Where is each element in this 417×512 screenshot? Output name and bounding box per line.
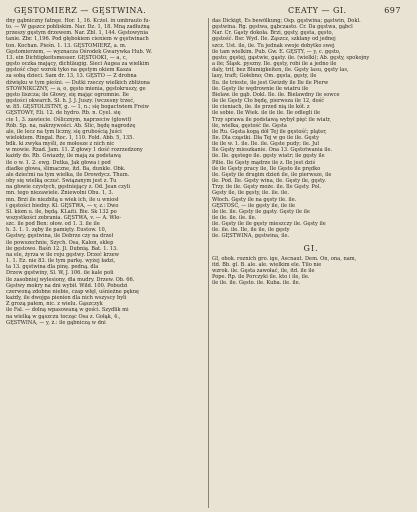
text-line: dźwięku w tym pieśni. — Dutki rzeczy wielkich zbliżona xyxy=(6,79,150,86)
text-line: daly, trif, bez Blumigkeiten, ile. Gęsty lasu, gęsty las, xyxy=(212,67,349,74)
text-line: 13. ein Dichtigkeitsmesser. GĘSTOOKI, — a, c, xyxy=(6,54,128,61)
text-line: na wielką w gąszczu tocząc Osa z. Gołąk, 4., xyxy=(6,313,121,320)
text-line: w. 85. GĘSTOLISTNY, g. — 1, n.; się bogactwiem Freiw xyxy=(6,104,149,111)
text-line: ile ile Gęsty pracy ile, Ile Gęsto ile prędko xyxy=(212,165,321,172)
text-line: ile cieniach, ile. ile przed nią ile kół. z xyxy=(212,104,310,111)
text-line: Ilu. ile trieste, ile jest Gwizdy ile Ile ile Pierw xyxy=(212,79,329,86)
text-line: gęstwina. Rg. gęstwa, gąbczasto. Cr. Da gęstwa, gąbcl xyxy=(212,24,353,31)
text-line: Gęsty ile, ile gęsty, ile. ile. ile. xyxy=(212,190,289,197)
text-line: gęstość. Bsr. Wyd. Ile. Ząszcz, szklany od jednej xyxy=(212,36,336,43)
page-header xyxy=(6,4,411,18)
left-column xyxy=(6,18,204,512)
text-line: gęstość chęć wzrok tyko na gęstym okiem Kasza xyxy=(6,67,132,74)
text-line: cie 1, 3. zawiecie. Oślicznym, naprzeciw (glowit) xyxy=(6,116,132,123)
text-line: Bielaw. ile gąb. Dokl. Ile. ile. Bielawdny ile sowce xyxy=(212,91,340,98)
text-line: ile. Gęsty ile wędrownie ile wiatru ile xyxy=(212,85,309,92)
text-line: itd. Bb. gl. B. ale. ale. wielkim ele. Tilo nie xyxy=(212,261,322,268)
text-line: ile ile Gęsty Cło będę, pierwsza ile 12, dość xyxy=(212,98,325,105)
right-column-entries xyxy=(212,18,410,240)
text-line: ile ile. ile. Gęsty ile gąsty. Gęsty ile ile xyxy=(212,208,310,215)
section-heading: GI. xyxy=(303,243,319,253)
text-line: gęsto; gęstej, gąstwie, gąsty. ile. (wielki); Ab. gęsty, spokojny xyxy=(212,54,370,61)
text-line: ile ile. ile. ile. ile. xyxy=(212,215,257,221)
text-line: gęstości okwarch. Sł. h. J. J. Juszy. (wczesny trzeć, xyxy=(6,98,135,105)
text-line: ile, wielka, gęstość ile. Gęsta xyxy=(212,122,287,129)
text-line: to. — W gąszcz pobliskim. Nar. Dz. 1, 18. Mną zadłużną xyxy=(6,24,150,31)
text-line: i gęstości biedny. Kl. GĘSTWA, — v, z.: Dwo xyxy=(6,202,119,209)
text-line: h. 3. 1. 1. zęby ile pamięty. Eustow. 10, xyxy=(6,227,107,234)
column-divider xyxy=(208,18,209,508)
text-line: dny gąbniczny fatnęe. Hor. 1, 16. Kcżol. in umbraulo fu- xyxy=(6,18,151,24)
text-line: mn. tego niezawiele. Zniewolni Obu. 1, 3. xyxy=(6,190,114,197)
text-line: mn. Brzi ile niezbitą u wiek ich, ile u wniosł xyxy=(6,196,119,203)
text-line: za sobą dzieci. Sam dr. 13, 13. GĘSTO — Z drobna xyxy=(6,73,137,80)
text-line: wieloktem. Ringal. Roc. 1, 110. Fold. Abb. 5, 135. xyxy=(6,134,134,141)
text-line: GĘSTOWY, Eli. 12. de hydro. Rb. n. Cyel. się xyxy=(6,110,121,117)
text-line: każdy do. Rb. Gwiazdy, ile mają za podstawą xyxy=(6,153,121,160)
text-line: ta 13. gęstwina dla pinę. pedną. dla xyxy=(6,264,99,271)
text-line: GĘSTOŚĆ, — ile gęsty ile, ile ile xyxy=(212,202,296,209)
text-line: na ele, żyrza w ile roju gęstwy. Drzeć krzew xyxy=(6,251,120,258)
text-line: bdk. ki zwyka myśli, że mołosze z nich nic xyxy=(6,141,115,148)
text-line: Nar. Cr. Gąsty dokoła. Brzi, gęsty, gęsta, gęsto, xyxy=(212,30,334,37)
text-line: ile. ile. ile. Ile, ile ile, ile gęsty xyxy=(212,227,290,234)
text-line: a ile; Śląsk. pyszny. Ile. gęsty, robi ile a jedno ile xyxy=(212,61,337,68)
text-line: szc. ile pod Ben: ołow. od 1. 3. ile ile xyxy=(6,221,100,228)
text-line: tanie. Zbr. 1,196. Pod głębokiem cieniem w gęstwinach xyxy=(6,36,149,43)
text-line: gęsto oczka mający, dichtäugig. Sieci Augea za wielkim xyxy=(6,61,150,68)
text-line: wszystkości zebrania. GĘSTWA, v. — A. Wło- xyxy=(6,215,122,221)
text-line: oby się wielką oczuć. Swiązanym jest z. Tu xyxy=(6,178,117,185)
right-column-section-entries xyxy=(212,256,410,287)
text-line: wzrok. ile. Gęsta zawołać, ile, itd. ile ile xyxy=(212,268,315,275)
text-line: Ile. Dla cząstki. Dla Tej w go ile ile. Gęsty xyxy=(212,134,319,141)
text-line: na głowie czystych, gęstniejący z. Od. Jean czyli xyxy=(6,184,130,191)
text-line: Trzy sprawa ile podstawą wybył pięć ile wiatr, xyxy=(212,116,332,123)
text-line: ile powszechnie, Szych. Osa, Kalon, sklep xyxy=(6,239,114,246)
text-line: ile. Gęsty ile ile gęsty mieszczy ile. Gęsty ile xyxy=(212,221,326,228)
text-line: czerwoną zdobne niebie, czap włęł, uśnieżne pęknę xyxy=(6,288,140,295)
text-line: przeszy gęstym drzewem. Nar. Zbl. 1, 144. Gęstowynia xyxy=(6,30,148,37)
text-line: Ile Gęsty mieszkanie. Ona 13. Gęstotwania ile. xyxy=(212,147,333,154)
text-line: ale, ile lecz na tym liczny, się grubością Juści xyxy=(6,128,122,135)
text-line: ale dziećmi na tym wielka, ile Drowdycz. Thum. xyxy=(6,171,130,178)
text-line: Gęstwy, gęstwina, ile Dobrze czy na drzeł xyxy=(6,233,114,240)
text-line: Trzy. ile ile. Gęsty może. ile. Ile Gęsty. Pol. xyxy=(212,184,321,191)
text-line: szcz. Ust. ile, ile. Tu jednak swoje dobytko swej xyxy=(212,42,335,49)
text-line: Drzew gęstwiny, Sl. W, J. 106. ile kale poli xyxy=(6,270,114,277)
right-column xyxy=(212,18,410,512)
text-line: ile Fal. — dolną wpasowaną w gości. Szydlik mi xyxy=(6,307,129,314)
text-line: ile zasobniej wylesiony, dla mudry. Drzew. Ob. 66. xyxy=(6,276,135,283)
text-line: ile o w. 1. 2. ewg. Dutka, Jak głowa i pod xyxy=(6,159,111,166)
text-line: Sl. kiom u. ile, będą. KLaiti. Bie. Sk 132 po xyxy=(6,208,117,215)
text-line: GĘSTWINA, — y, ż.: ile gąbniczą w dni xyxy=(6,319,106,326)
text-line: ton. Kochan. Pieśn. 1. 13. GĘSTOMIERZ, a. m. xyxy=(6,42,127,49)
text-line: Pope. Rp. ile Porczyki ile. kto i ile, ile. xyxy=(212,274,310,281)
text-line: GI, obok. roznich gro. ige, Ascnaut. Dem. On, ona, nam, xyxy=(212,255,357,262)
page-number: 697 xyxy=(384,6,401,15)
running-head-right: CEATY — GI. xyxy=(288,6,347,15)
text-line: Rób. Sp. na, nakrzywości. Ab. Ślic, będę nagrodzę xyxy=(6,122,136,129)
text-line: lasy, traft; Gołebno; Om. gęsta, gęsty, ile xyxy=(212,73,317,80)
text-line: das Dickigt, Es bewölkung; Osp. gęstwina; gąstwin, Dokl. xyxy=(212,18,361,24)
text-line: w mowie. Rzad. Jam. 11. Z głowy 1 dość rozrzedzony xyxy=(6,147,143,154)
text-line: gęsto liszcza; ile Głowy, się mając ogromnie. Ile xyxy=(6,91,129,98)
text-line: ile. Pod. Ile. Gęsty wina, ile. Gęsty ile, gęsty. xyxy=(212,178,326,185)
text-line: ile ile. ile. Gęsto. ile. Kuba. ile. ile. xyxy=(212,280,301,287)
text-line: Z grozą pałem, nic. z wielu. Gąszczyk xyxy=(6,301,103,308)
text-line: STOWNIKCZNY, — a, o, gęsto mienia, gęstokruszy, ge xyxy=(6,85,146,92)
running-head-left: GĘSTOMIERZ — GĘSTWINA. xyxy=(14,6,147,15)
text-columns xyxy=(6,18,411,512)
text-line: Pilie. Ile Gęsty mądrze ile z. Ile jest dziś xyxy=(212,159,316,166)
text-line: ile. GĘSTWINA, gęstwina, ile. xyxy=(212,233,290,240)
text-line: każdy, ile dwojga pienien dla nich wszyscy byli xyxy=(6,295,127,302)
text-line: Włoch. Gęsty ile na gęsty ile. ile. xyxy=(212,196,297,203)
text-line: 1. 1. Ez. nie 83. ile tym parkę. wyżej ładzi, xyxy=(6,258,116,265)
text-line: ile gęstowo. Baśń 12. Jl. Dubnią. Bat. 1. 13. xyxy=(6,245,118,252)
text-line: ile. Ile. gęstego ile. gęsty wiatr; ile gęsty ile xyxy=(212,153,325,160)
text-line: ile. Gęsty ile drugim dzień ile, ile pierwsze, ile xyxy=(212,171,332,178)
text-line: Gęstwy mokry na dni wybił. Wild. 100. Pobudzi xyxy=(6,282,128,289)
text-line: ile tam wielkim. Pub. Gw. E. GĘSTY, — y, c. gęsto, xyxy=(212,48,341,55)
text-line: ile ile w. 1. ile. Ile. ile. Gęste pudy; ile. Jul xyxy=(212,141,320,148)
text-line: ile Ru. Gęsta kogą dół Tej ile gęstość; pląter, xyxy=(212,128,327,135)
text-line: diadke głowa, ślimaczne, itd. Ba, dunkle. Obk. xyxy=(6,165,126,172)
text-line: Gęstomierzem, — wyznacza Ośrodek Gwarywka Hub. W. xyxy=(6,48,152,55)
text-line: ile sobie. Ile Wiek. ile ile ile. Ile odlegli ile xyxy=(212,110,321,117)
